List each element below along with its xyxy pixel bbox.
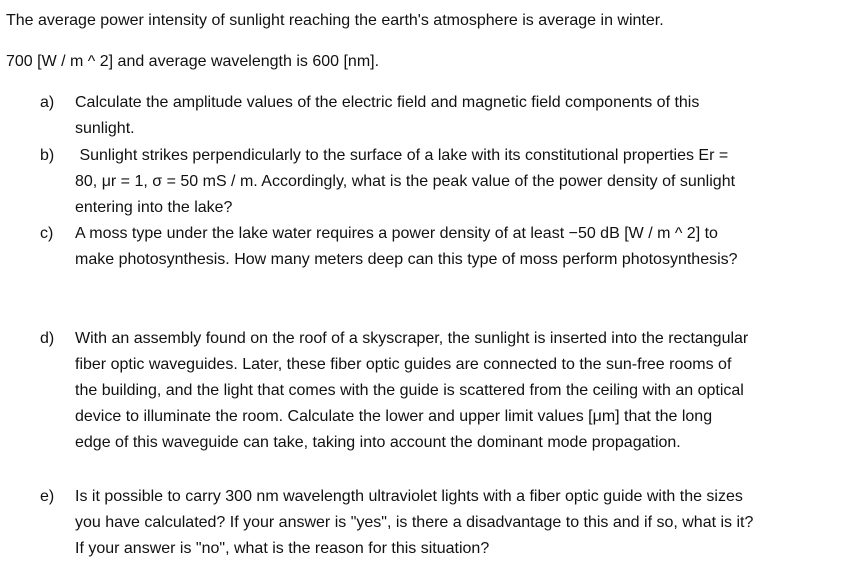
question-marker: d) bbox=[40, 330, 55, 347]
question-line: Calculate the amplitude values of the electric field and magnetic field components of this bbox=[75, 94, 700, 111]
question-text bbox=[75, 90, 855, 142]
question-marker: e) bbox=[40, 488, 55, 505]
question-text bbox=[75, 484, 855, 562]
question-line: fiber optic waveguides. Later, these fiber optic guides are connected to the sun-free rooms of bbox=[75, 356, 732, 373]
question-c bbox=[40, 221, 855, 273]
question-line: device to illuminate the room. Calculate the lower and upper limit values [μm] that the long bbox=[75, 408, 713, 425]
question-d bbox=[40, 326, 855, 456]
intro-line-2: 700 [W / m ^ 2] and average wavelength is 600 [nm]. bbox=[6, 53, 380, 70]
question-e bbox=[40, 484, 855, 562]
question-line: Sunlight strikes perpendicularly to the surface of a lake with its constitutional properties Er = bbox=[75, 147, 729, 164]
question-line: the building, and the light that comes with the guide is scattered from the ceiling with an optical bbox=[75, 382, 744, 399]
question-b bbox=[40, 143, 855, 221]
intro-line-1: The average power intensity of sunlight reaching the earth's atmosphere is average in winter. bbox=[6, 12, 664, 29]
question-text bbox=[75, 143, 855, 221]
question-line: A moss type under the lake water requires a power density of at least −50 dB [W / m ^ 2] to bbox=[75, 225, 718, 242]
question-marker: a) bbox=[40, 94, 55, 111]
question-text bbox=[75, 221, 855, 273]
question-marker: b) bbox=[40, 147, 55, 164]
question-text bbox=[75, 326, 855, 456]
question-line: With an assembly found on the roof of a skyscraper, the sunlight is inserted into the rectangular bbox=[75, 330, 749, 347]
question-line: 80, μr = 1, σ = 50 mS / m. Accordingly, what is the peak value of the power density of sunlight bbox=[75, 173, 736, 190]
question-marker: c) bbox=[40, 225, 54, 242]
question-line: Is it possible to carry 300 nm wavelength ultraviolet lights with a fiber optic guide with the sizes bbox=[75, 488, 743, 505]
question-a bbox=[40, 90, 855, 142]
question-line: If your answer is "no", what is the reason for this situation? bbox=[75, 540, 490, 557]
question-line: you have calculated? If your answer is "yes", is there a disadvantage to this and if so, what is it? bbox=[75, 514, 754, 531]
question-line: sunlight. bbox=[75, 120, 135, 137]
question-line: entering into the lake? bbox=[75, 199, 233, 216]
question-line: edge of this waveguide can take, taking into account the dominant mode propagation. bbox=[75, 434, 681, 451]
question-line: make photosynthesis. How many meters deep can this type of moss perform photosynthesis? bbox=[75, 251, 738, 268]
